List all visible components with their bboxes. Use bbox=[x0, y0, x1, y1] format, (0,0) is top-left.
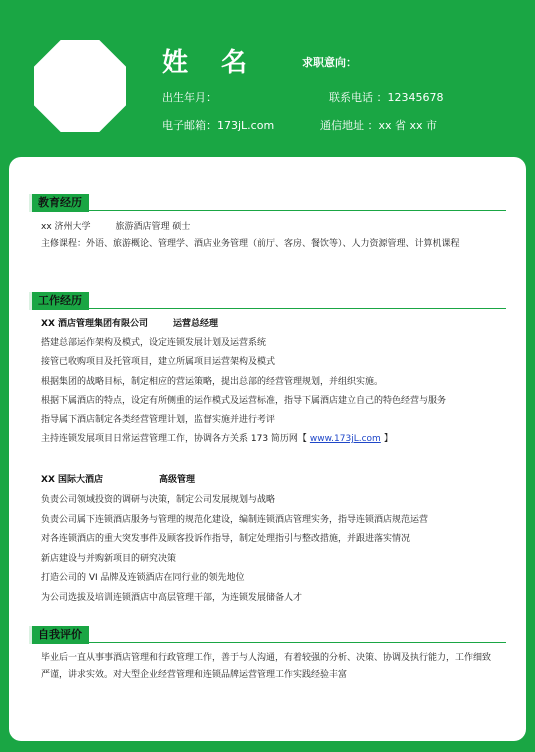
birth-date: 出生年月： bbox=[162, 91, 217, 104]
company-name: XX 酒店管理集团有限公司 bbox=[41, 319, 149, 329]
section-work bbox=[29, 292, 506, 312]
job-1-line: 根据下属酒店的特点，设定有所侧重的运作模式及运营标准，指导下属酒店建立自己的特色经营与服务 bbox=[41, 396, 447, 406]
education-school-row bbox=[41, 221, 190, 233]
website-link[interactable]: www.173jL.com bbox=[309, 434, 381, 444]
company-name: XX 国际大酒店 bbox=[41, 475, 104, 485]
line-text: 主持连锁发展项目日常运营管理工作，协调各方关系 173 简历网【 bbox=[41, 434, 307, 444]
job-2-line: 为公司选拔及培训连锁酒店中高层管理干部，为连锁发展储备人才 bbox=[41, 593, 303, 603]
self-eval-text: 毕业后一直从事事酒店管理和行政管理工作，善于与人沟通，有着较强的分析、决策、协调及执行能力，工作细致严谨，讲求实效。对大型企业经营管理和连锁品牌运营管理工作实践经验丰富 bbox=[41, 653, 492, 680]
job-2-line: 打造公司的 VI 品牌及连锁酒店在同行业的领先地位 bbox=[41, 573, 245, 583]
job-1-line: 指导属下酒店制定各类经营管理计划，监督实施并进行考评 bbox=[41, 415, 276, 425]
job-position: 运营总经理 bbox=[173, 319, 219, 329]
education-courses: 主修课程：外语、旅游概论、管理学、酒店业务管理（前厅、客房、餐饮等）、人力资源管理、计算机课程 bbox=[41, 239, 460, 249]
address: 通信地址 ：xx 省 xx 市 bbox=[320, 119, 438, 132]
section-divider bbox=[29, 308, 506, 309]
job-position: 高级管理 bbox=[159, 475, 196, 485]
major-degree: 旅游酒店管理 硕士 bbox=[115, 222, 191, 232]
section-title: 自我评价 bbox=[29, 626, 89, 644]
job-2-line: 负责公司领域投资的调研与决策，制定公司发展规划与战略 bbox=[41, 495, 276, 505]
section-title: 教育经历 bbox=[29, 194, 89, 212]
section-divider bbox=[29, 210, 506, 211]
candidate-name: 姓 名 bbox=[162, 48, 260, 78]
job-2-line: 对各连锁酒店的重大突发事件及顾客投诉作指导，制定处理指引与整改措施，并跟进落实情况 bbox=[41, 534, 411, 544]
school-name: xx 济州大学 bbox=[41, 222, 91, 232]
job-intent-label: 求职意向： bbox=[302, 56, 357, 69]
photo-placeholder bbox=[34, 40, 126, 132]
job-1-line-with-link bbox=[41, 433, 393, 445]
section-education bbox=[29, 194, 506, 214]
section-title: 工作经历 bbox=[29, 292, 89, 310]
job-2-header bbox=[41, 474, 195, 486]
job-1-line: 根据集团的战略目标，制定相应的营运策略，提出总部的经营管理规划，并组织实施。 bbox=[41, 377, 384, 387]
job-2-line: 负责公司属下连锁酒店服务与管理的规范化建设，编制连锁酒店管理实务，指导连锁酒店规范运营 bbox=[41, 515, 429, 525]
email: 电子邮箱：173jL.com bbox=[162, 119, 275, 132]
phone: 联系电话 ：12345678 bbox=[329, 91, 444, 104]
section-divider bbox=[29, 642, 506, 643]
job-1-header bbox=[41, 318, 218, 330]
job-2-line: 新店建设与并购新项目的研究决策 bbox=[41, 554, 177, 564]
line-text: 】 bbox=[383, 434, 393, 444]
job-1-line: 接管已收购项目及托管项目，建立所属项目运营架构及模式 bbox=[41, 357, 276, 367]
job-1-line: 搭建总部运作架构及模式，设定连锁发展计划及运营系统 bbox=[41, 338, 267, 348]
section-self-eval bbox=[29, 626, 506, 646]
